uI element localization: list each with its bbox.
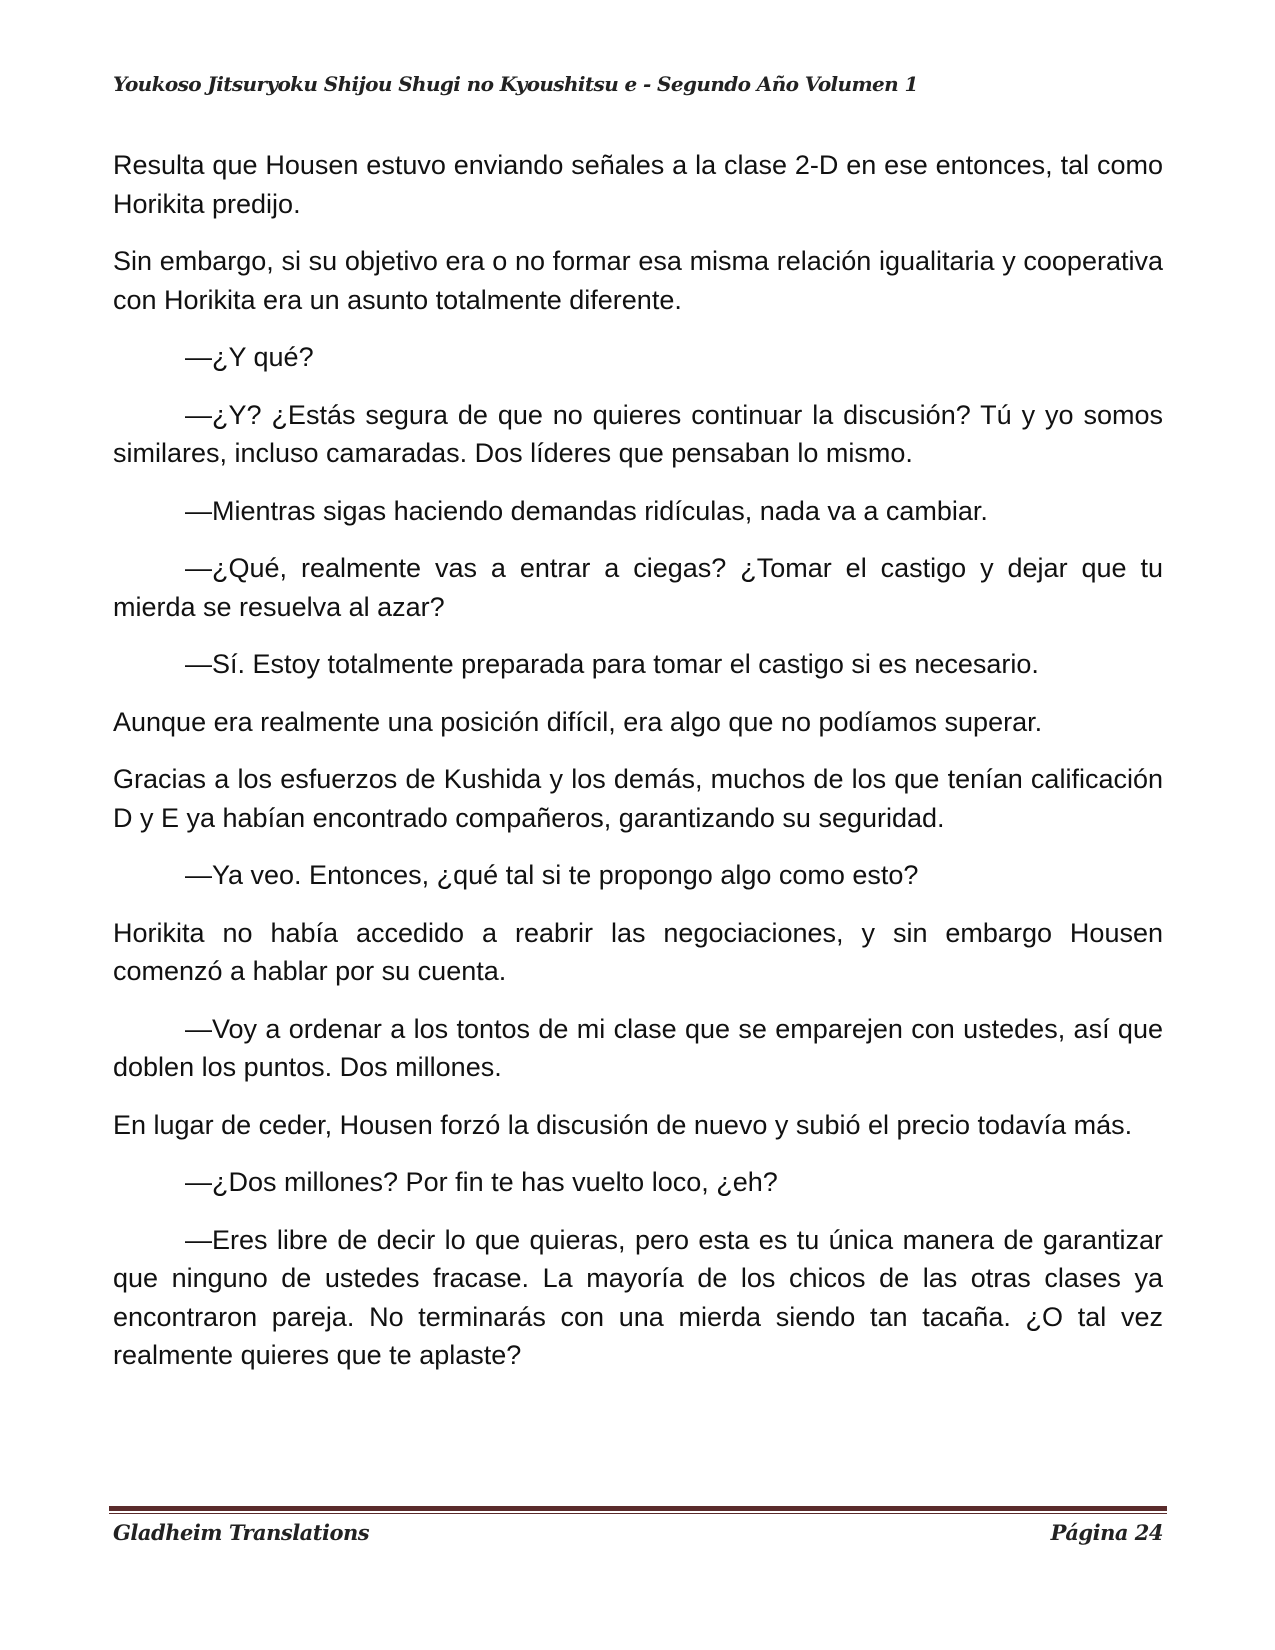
body-text xyxy=(113,146,1163,1394)
paragraph-narration: Horikita no había accedido a reabrir las negociaciones, y sin embargo Housen comenzó a hablar por su cuenta. xyxy=(113,917,1163,986)
page-number: Página 24 xyxy=(1050,1520,1163,1545)
paragraph-dialogue: —Mientras sigas haciendo demandas ridículas, nada va a cambiar. xyxy=(185,495,988,526)
paragraph-narration: En lugar de ceder, Housen forzó la discusión de nuevo y subió el precio todavía más. xyxy=(113,1109,1133,1140)
paragraph-dialogue: —Eres libre de decir lo que quieras, pero esta es tu única manera de garantizar que ninguno de ustedes fracase. La mayoría de los chicos de las otras clases ya encontraron pareja. No terminarás con una mierda siendo tan tacaña. ¿O tal vez realmente quieres que te aplaste? xyxy=(113,1224,1163,1370)
paragraph-dialogue: —¿Y? ¿Estás segura de que no quieres continuar la discusión? Tú y yo somos similares, incluso camaradas. Dos líderes que pensaban lo mismo. xyxy=(113,399,1163,468)
paragraph-narration: Sin embargo, si su objetivo era o no formar esa misma relación igualitaria y cooperativa con Horikita era un asunto totalmente diferente. xyxy=(113,246,1163,315)
running-header: Youkoso Jitsuryoku Shijou Shugi no Kyoushitsu e - Segundo Año Volumen 1 xyxy=(113,72,918,96)
paragraph-dialogue: —Sí. Estoy totalmente preparada para tomar el castigo si es necesario. xyxy=(185,649,1039,679)
paragraph-dialogue: —Voy a ordenar a los tontos de mi clase que se emparejen con ustedes, así que doblen los puntos. Dos millones. xyxy=(113,1013,1163,1082)
paragraph-dialogue: —¿Y qué? xyxy=(185,342,314,372)
paragraph-dialogue: —Ya veo. Entonces, ¿qué tal si te propongo algo como esto? xyxy=(185,860,919,890)
paragraph-dialogue: —¿Qué, realmente vas a entrar a ciegas? ¿Tomar el castigo y dejar que tu mierda se resuelva al azar? xyxy=(113,553,1163,622)
paragraph-dialogue: —¿Dos millones? Por fin te has vuelto loco, ¿eh? xyxy=(185,1167,778,1197)
footer-credit: Gladheim Translations xyxy=(113,1520,370,1545)
footer-rule xyxy=(109,1506,1167,1514)
paragraph-narration: Gracias a los esfuerzos de Kushida y los demás, muchos de los que tenían calificación D y E ya habían encontrado compañeros, garantizando su seguridad. xyxy=(113,764,1163,833)
paragraph-narration: Resulta que Housen estuvo enviando señales a la clase 2-D en ese entonces, tal como Horikita predijo. xyxy=(113,150,1163,219)
paragraph-narration: Aunque era realmente una posición difícil, era algo que no podíamos superar. xyxy=(113,706,1043,737)
footer-rule-thin xyxy=(109,1513,1167,1514)
footer-rule-thick xyxy=(109,1506,1167,1511)
